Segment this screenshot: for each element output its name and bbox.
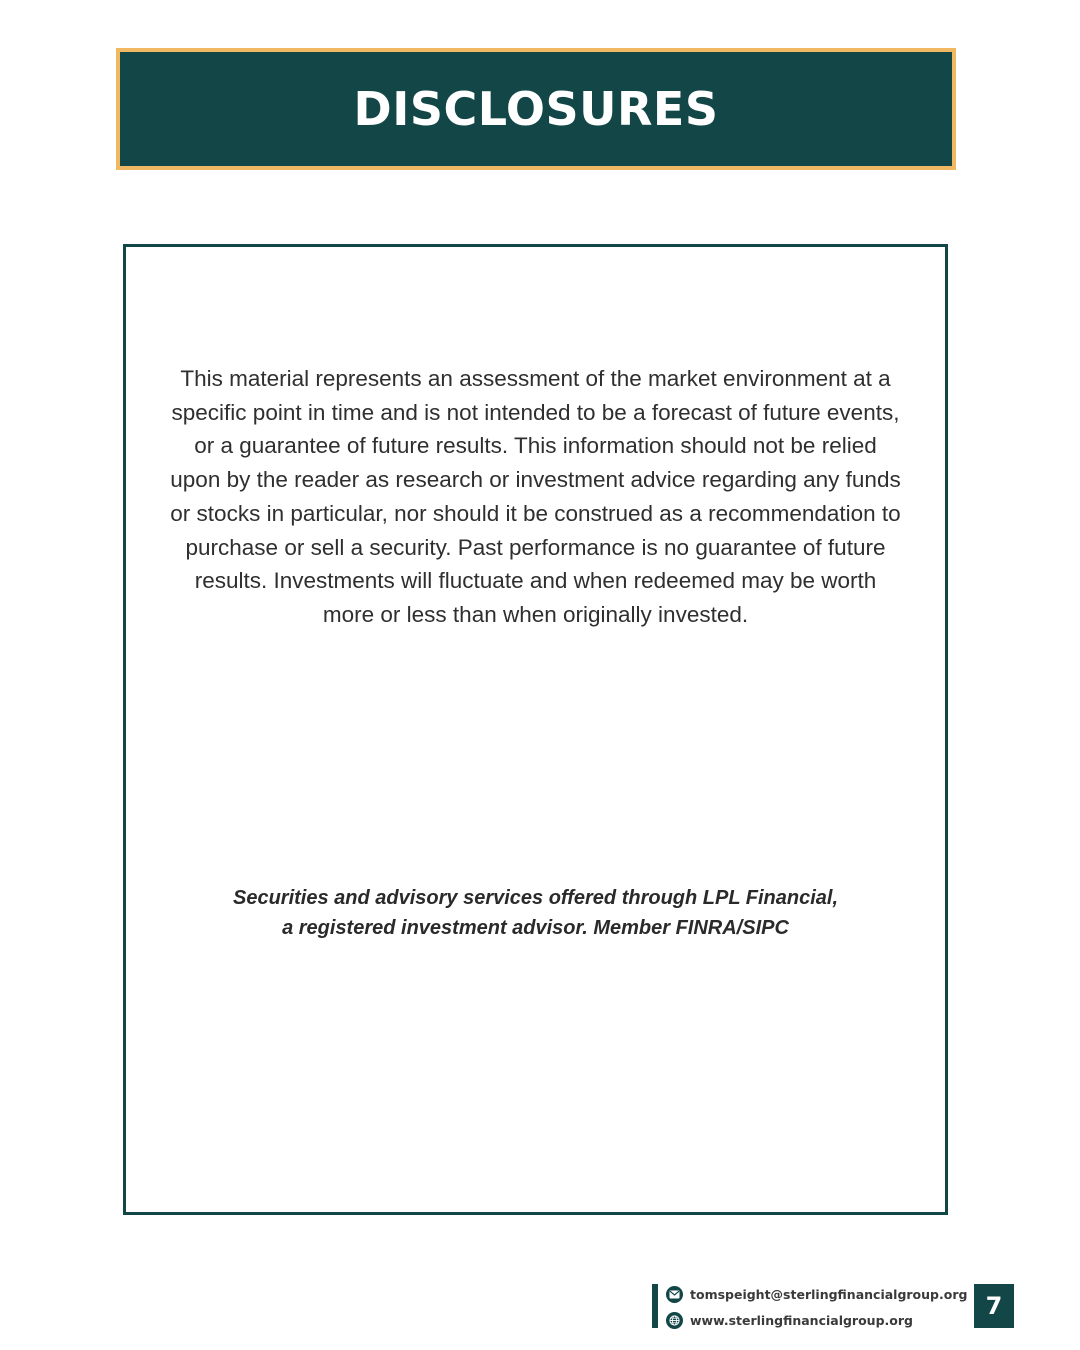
email-row[interactable] (666, 1282, 967, 1306)
website-link[interactable]: www.sterlingfinancialgroup.org (690, 1312, 913, 1328)
envelope-icon (666, 1286, 683, 1303)
page-title: DISCLOSURES (353, 82, 719, 136)
website-row[interactable] (666, 1308, 967, 1332)
globe-icon (666, 1312, 683, 1329)
page-number: 7 (974, 1284, 1014, 1328)
disclosure-panel (123, 244, 948, 1215)
footer-accent-bar (652, 1284, 658, 1328)
securities-line-2: a registered investment advisor. Member FINRA/SIPC (282, 916, 789, 939)
header-banner (116, 48, 956, 170)
disclosure-paragraph: This material represents an assessment of the market environment at a specific point in time and is not intended to be a forecast of future events, or a guarantee of future results. This information should not be relied upon by the reader as research or investment advice regarding any funds or stocks in particular, nor should it be construed as a recommendation to purchase or sell a security. Past performance is no guarantee of future results. Investments will fluctuate and when redeemed may be worth more or less than when originally invested. (170, 366, 901, 627)
securities-statement (166, 884, 905, 943)
footer-contact (666, 1282, 967, 1334)
securities-line-1: Securities and advisory services offered through LPL Financial, (232, 887, 838, 909)
email-link[interactable]: tomspeight@sterlingfinancialgroup.org (690, 1286, 968, 1302)
